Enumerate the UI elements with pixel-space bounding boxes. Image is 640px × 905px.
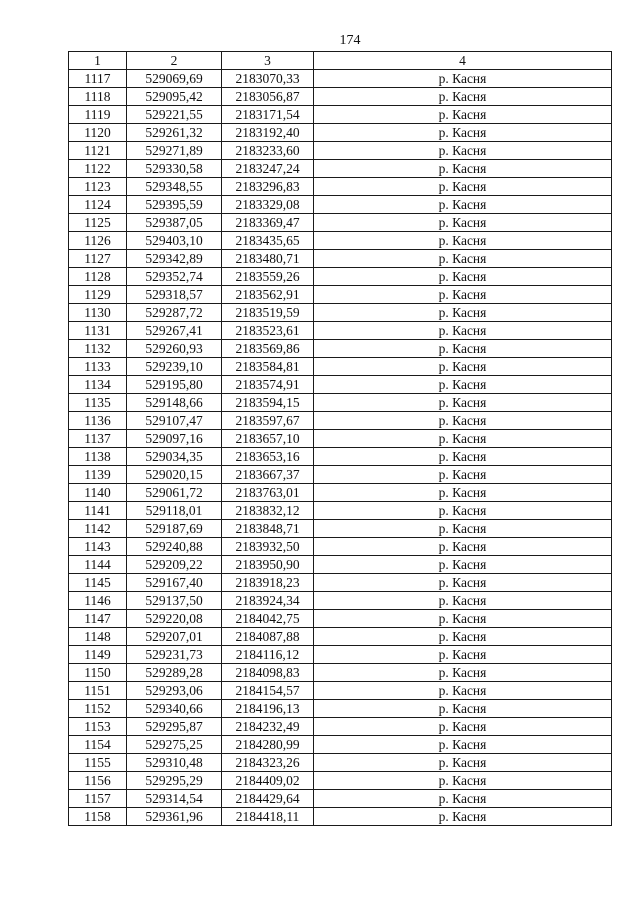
table-row <box>69 322 612 340</box>
point-number-cell: 1142 <box>69 520 127 538</box>
y-coordinate-cell: 2183171,54 <box>222 106 314 124</box>
y-coordinate-cell: 2183056,87 <box>222 88 314 106</box>
point-number-cell: 1144 <box>69 556 127 574</box>
x-coordinate-cell: 529239,10 <box>127 358 222 376</box>
object-name-cell: р. Касня <box>314 178 612 196</box>
x-coordinate-cell: 529095,42 <box>127 88 222 106</box>
y-coordinate-cell: 2183569,86 <box>222 340 314 358</box>
y-coordinate-cell: 2183329,08 <box>222 196 314 214</box>
y-coordinate-cell: 2183070,33 <box>222 70 314 88</box>
y-coordinate-cell: 2183763,01 <box>222 484 314 502</box>
object-name-cell: р. Касня <box>314 574 612 592</box>
x-coordinate-cell: 529275,25 <box>127 736 222 754</box>
y-coordinate-cell: 2183594,15 <box>222 394 314 412</box>
object-name-cell: р. Касня <box>314 268 612 286</box>
page-number: 174 <box>339 33 361 48</box>
point-number-cell: 1134 <box>69 376 127 394</box>
x-coordinate-cell: 529387,05 <box>127 214 222 232</box>
point-number-cell: 1137 <box>69 430 127 448</box>
point-number-cell: 1132 <box>69 340 127 358</box>
point-number-cell: 1121 <box>69 142 127 160</box>
x-coordinate-cell: 529020,15 <box>127 466 222 484</box>
object-name-cell: р. Касня <box>314 304 612 322</box>
x-coordinate-cell: 529118,01 <box>127 502 222 520</box>
y-coordinate-cell: 2183584,81 <box>222 358 314 376</box>
object-name-cell: р. Касня <box>314 340 612 358</box>
point-number-cell: 1140 <box>69 484 127 502</box>
table-row <box>69 484 612 502</box>
point-number-cell: 1131 <box>69 322 127 340</box>
table-row <box>69 142 612 160</box>
point-number-cell: 1129 <box>69 286 127 304</box>
object-name-cell: р. Касня <box>314 412 612 430</box>
y-coordinate-cell: 2183950,90 <box>222 556 314 574</box>
y-coordinate-cell: 2183523,61 <box>222 322 314 340</box>
header-col-1: 1 <box>69 52 127 70</box>
object-name-cell: р. Касня <box>314 394 612 412</box>
x-coordinate-cell: 529295,87 <box>127 718 222 736</box>
table-row <box>69 610 612 628</box>
y-coordinate-cell: 2184418,11 <box>222 808 314 826</box>
table-row <box>69 196 612 214</box>
object-name-cell: р. Касня <box>314 430 612 448</box>
y-coordinate-cell: 2183480,71 <box>222 250 314 268</box>
x-coordinate-cell: 529318,57 <box>127 286 222 304</box>
y-coordinate-cell: 2183848,71 <box>222 520 314 538</box>
x-coordinate-cell: 529148,66 <box>127 394 222 412</box>
object-name-cell: р. Касня <box>314 322 612 340</box>
table-row <box>69 808 612 826</box>
x-coordinate-cell: 529207,01 <box>127 628 222 646</box>
point-number-cell: 1158 <box>69 808 127 826</box>
table-row <box>69 160 612 178</box>
point-number-cell: 1150 <box>69 664 127 682</box>
table-row <box>69 268 612 286</box>
point-number-cell: 1117 <box>69 70 127 88</box>
x-coordinate-cell: 529195,80 <box>127 376 222 394</box>
table-row <box>69 556 612 574</box>
point-number-cell: 1139 <box>69 466 127 484</box>
object-name-cell: р. Касня <box>314 376 612 394</box>
y-coordinate-cell: 2183932,50 <box>222 538 314 556</box>
object-name-cell: р. Касня <box>314 808 612 826</box>
table-row <box>69 538 612 556</box>
point-number-cell: 1149 <box>69 646 127 664</box>
point-number-cell: 1120 <box>69 124 127 142</box>
x-coordinate-cell: 529342,89 <box>127 250 222 268</box>
header-col-4: 4 <box>314 52 612 70</box>
point-number-cell: 1122 <box>69 160 127 178</box>
table-row <box>69 394 612 412</box>
point-number-cell: 1126 <box>69 232 127 250</box>
object-name-cell: р. Касня <box>314 520 612 538</box>
x-coordinate-cell: 529261,32 <box>127 124 222 142</box>
object-name-cell: р. Касня <box>314 682 612 700</box>
point-number-cell: 1135 <box>69 394 127 412</box>
object-name-cell: р. Касня <box>314 160 612 178</box>
table-row <box>69 178 612 196</box>
point-number-cell: 1138 <box>69 448 127 466</box>
header-row <box>69 52 612 70</box>
table-row <box>69 520 612 538</box>
point-number-cell: 1141 <box>69 502 127 520</box>
table-row <box>69 88 612 106</box>
y-coordinate-cell: 2184154,57 <box>222 682 314 700</box>
point-number-cell: 1151 <box>69 682 127 700</box>
point-number-cell: 1143 <box>69 538 127 556</box>
object-name-cell: р. Касня <box>314 664 612 682</box>
y-coordinate-cell: 2183597,67 <box>222 412 314 430</box>
point-number-cell: 1157 <box>69 790 127 808</box>
table-row <box>69 736 612 754</box>
object-name-cell: р. Касня <box>314 790 612 808</box>
object-name-cell: р. Касня <box>314 124 612 142</box>
y-coordinate-cell: 2183653,16 <box>222 448 314 466</box>
x-coordinate-cell: 529260,93 <box>127 340 222 358</box>
table-row <box>69 682 612 700</box>
y-coordinate-cell: 2183519,59 <box>222 304 314 322</box>
table-row <box>69 448 612 466</box>
table-row <box>69 232 612 250</box>
table-row <box>69 592 612 610</box>
y-coordinate-cell: 2183574,91 <box>222 376 314 394</box>
y-coordinate-cell: 2183247,24 <box>222 160 314 178</box>
y-coordinate-cell: 2184409,02 <box>222 772 314 790</box>
point-number-cell: 1156 <box>69 772 127 790</box>
object-name-cell: р. Касня <box>314 196 612 214</box>
object-name-cell: р. Касня <box>314 556 612 574</box>
object-name-cell: р. Касня <box>314 70 612 88</box>
table-row <box>69 628 612 646</box>
table-row <box>69 250 612 268</box>
y-coordinate-cell: 2183192,40 <box>222 124 314 142</box>
table-row <box>69 376 612 394</box>
x-coordinate-cell: 529340,66 <box>127 700 222 718</box>
point-number-cell: 1125 <box>69 214 127 232</box>
object-name-cell: р. Касня <box>314 358 612 376</box>
x-coordinate-cell: 529034,35 <box>127 448 222 466</box>
x-coordinate-cell: 529293,06 <box>127 682 222 700</box>
point-number-cell: 1145 <box>69 574 127 592</box>
table-row <box>69 502 612 520</box>
point-number-cell: 1153 <box>69 718 127 736</box>
x-coordinate-cell: 529403,10 <box>127 232 222 250</box>
x-coordinate-cell: 529267,41 <box>127 322 222 340</box>
table-row <box>69 430 612 448</box>
table-row <box>69 790 612 808</box>
y-coordinate-cell: 2183233,60 <box>222 142 314 160</box>
x-coordinate-cell: 529287,72 <box>127 304 222 322</box>
x-coordinate-cell: 529209,22 <box>127 556 222 574</box>
y-coordinate-cell: 2183562,91 <box>222 286 314 304</box>
point-number-cell: 1127 <box>69 250 127 268</box>
x-coordinate-cell: 529097,16 <box>127 430 222 448</box>
table-row <box>69 286 612 304</box>
point-number-cell: 1147 <box>69 610 127 628</box>
header-col-3: 3 <box>222 52 314 70</box>
table-body <box>69 70 612 826</box>
table-row <box>69 340 612 358</box>
x-coordinate-cell: 529220,08 <box>127 610 222 628</box>
object-name-cell: р. Касня <box>314 502 612 520</box>
object-name-cell: р. Касня <box>314 106 612 124</box>
point-number-cell: 1123 <box>69 178 127 196</box>
object-name-cell: р. Касня <box>314 736 612 754</box>
y-coordinate-cell: 2183435,65 <box>222 232 314 250</box>
y-coordinate-cell: 2183296,83 <box>222 178 314 196</box>
table-row <box>69 124 612 142</box>
point-number-cell: 1154 <box>69 736 127 754</box>
table-row <box>69 358 612 376</box>
y-coordinate-cell: 2184087,88 <box>222 628 314 646</box>
object-name-cell: р. Касня <box>314 466 612 484</box>
object-name-cell: р. Касня <box>314 286 612 304</box>
table-row <box>69 70 612 88</box>
table-row <box>69 700 612 718</box>
table-row <box>69 718 612 736</box>
point-number-cell: 1128 <box>69 268 127 286</box>
x-coordinate-cell: 529289,28 <box>127 664 222 682</box>
object-name-cell: р. Касня <box>314 610 612 628</box>
table-row <box>69 466 612 484</box>
object-name-cell: р. Касня <box>314 700 612 718</box>
point-number-cell: 1136 <box>69 412 127 430</box>
point-number-cell: 1124 <box>69 196 127 214</box>
y-coordinate-cell: 2184042,75 <box>222 610 314 628</box>
object-name-cell: р. Касня <box>314 538 612 556</box>
table-row <box>69 106 612 124</box>
table-row <box>69 646 612 664</box>
point-number-cell: 1133 <box>69 358 127 376</box>
x-coordinate-cell: 529231,73 <box>127 646 222 664</box>
x-coordinate-cell: 529061,72 <box>127 484 222 502</box>
object-name-cell: р. Касня <box>314 214 612 232</box>
table-row <box>69 304 612 322</box>
object-name-cell: р. Касня <box>314 448 612 466</box>
y-coordinate-cell: 2183657,10 <box>222 430 314 448</box>
point-number-cell: 1118 <box>69 88 127 106</box>
x-coordinate-cell: 529361,96 <box>127 808 222 826</box>
x-coordinate-cell: 529314,54 <box>127 790 222 808</box>
x-coordinate-cell: 529137,50 <box>127 592 222 610</box>
x-coordinate-cell: 529167,40 <box>127 574 222 592</box>
y-coordinate-cell: 2183832,12 <box>222 502 314 520</box>
point-number-cell: 1146 <box>69 592 127 610</box>
object-name-cell: р. Касня <box>314 232 612 250</box>
y-coordinate-cell: 2183924,34 <box>222 592 314 610</box>
y-coordinate-cell: 2183369,47 <box>222 214 314 232</box>
x-coordinate-cell: 529069,69 <box>127 70 222 88</box>
x-coordinate-cell: 529187,69 <box>127 520 222 538</box>
x-coordinate-cell: 529310,48 <box>127 754 222 772</box>
y-coordinate-cell: 2184232,49 <box>222 718 314 736</box>
table-row <box>69 772 612 790</box>
table-row <box>69 412 612 430</box>
table-header <box>69 52 612 70</box>
y-coordinate-cell: 2183559,26 <box>222 268 314 286</box>
y-coordinate-cell: 2184429,64 <box>222 790 314 808</box>
y-coordinate-cell: 2184280,99 <box>222 736 314 754</box>
object-name-cell: р. Касня <box>314 646 612 664</box>
point-number-cell: 1119 <box>69 106 127 124</box>
x-coordinate-cell: 529348,55 <box>127 178 222 196</box>
point-number-cell: 1155 <box>69 754 127 772</box>
object-name-cell: р. Касня <box>314 754 612 772</box>
object-name-cell: р. Касня <box>314 592 612 610</box>
y-coordinate-cell: 2184323,26 <box>222 754 314 772</box>
table-row <box>69 574 612 592</box>
x-coordinate-cell: 529395,59 <box>127 196 222 214</box>
x-coordinate-cell: 529240,88 <box>127 538 222 556</box>
coordinates-table <box>68 51 612 826</box>
point-number-cell: 1130 <box>69 304 127 322</box>
point-number-cell: 1148 <box>69 628 127 646</box>
object-name-cell: р. Касня <box>314 88 612 106</box>
y-coordinate-cell: 2183667,37 <box>222 466 314 484</box>
object-name-cell: р. Касня <box>314 484 612 502</box>
header-col-2: 2 <box>127 52 222 70</box>
y-coordinate-cell: 2184116,12 <box>222 646 314 664</box>
object-name-cell: р. Касня <box>314 718 612 736</box>
table-row <box>69 754 612 772</box>
object-name-cell: р. Касня <box>314 250 612 268</box>
y-coordinate-cell: 2184196,13 <box>222 700 314 718</box>
object-name-cell: р. Касня <box>314 772 612 790</box>
object-name-cell: р. Касня <box>314 142 612 160</box>
point-number-cell: 1152 <box>69 700 127 718</box>
x-coordinate-cell: 529352,74 <box>127 268 222 286</box>
object-name-cell: р. Касня <box>314 628 612 646</box>
table-row <box>69 664 612 682</box>
y-coordinate-cell: 2183918,23 <box>222 574 314 592</box>
y-coordinate-cell: 2184098,83 <box>222 664 314 682</box>
x-coordinate-cell: 529107,47 <box>127 412 222 430</box>
x-coordinate-cell: 529295,29 <box>127 772 222 790</box>
x-coordinate-cell: 529330,58 <box>127 160 222 178</box>
x-coordinate-cell: 529221,55 <box>127 106 222 124</box>
table-row <box>69 214 612 232</box>
x-coordinate-cell: 529271,89 <box>127 142 222 160</box>
